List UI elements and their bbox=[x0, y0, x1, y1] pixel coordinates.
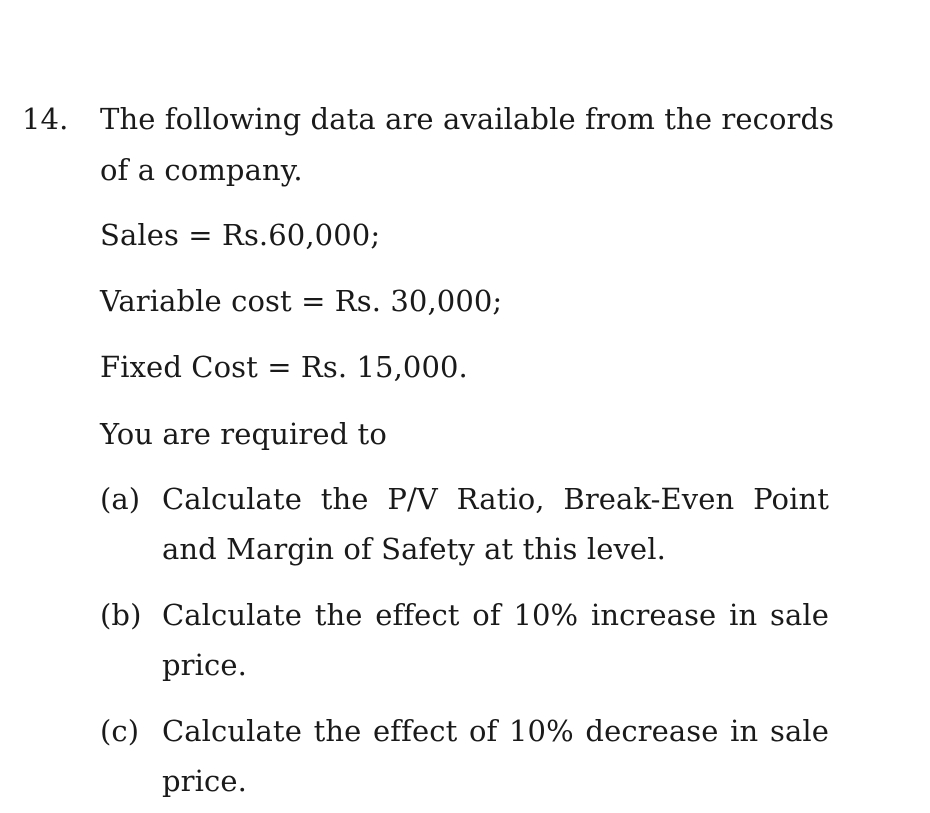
part-a-label: (a) bbox=[100, 482, 141, 516]
intro-line-2: of a company. bbox=[100, 153, 303, 187]
part-a-line-2: and Margin of Safety at this level. bbox=[162, 532, 666, 566]
part-c-line-1: Calculate the effect of 10% decrease in sale bbox=[162, 714, 829, 748]
part-b-line-2: price. bbox=[162, 648, 247, 682]
part-c-label: (c) bbox=[100, 714, 140, 748]
fixed-cost-line: Fixed Cost = Rs. 15,000. bbox=[100, 350, 468, 384]
part-b-line-1: Calculate the effect of 10% increase in sale bbox=[162, 598, 829, 632]
intro-line-1: The following data are available from the records bbox=[100, 102, 835, 136]
question-number: 14. bbox=[22, 102, 69, 136]
part-a-line-1: Calculate the P/V Ratio, Break-Even Point bbox=[162, 482, 829, 516]
part-b-label: (b) bbox=[100, 598, 142, 632]
part-c-line-2: price. bbox=[162, 764, 247, 798]
variable-cost-line: Variable cost = Rs. 30,000; bbox=[100, 284, 503, 318]
required-line: You are required to bbox=[100, 417, 387, 451]
sales-line: Sales = Rs.60,000; bbox=[100, 218, 381, 252]
